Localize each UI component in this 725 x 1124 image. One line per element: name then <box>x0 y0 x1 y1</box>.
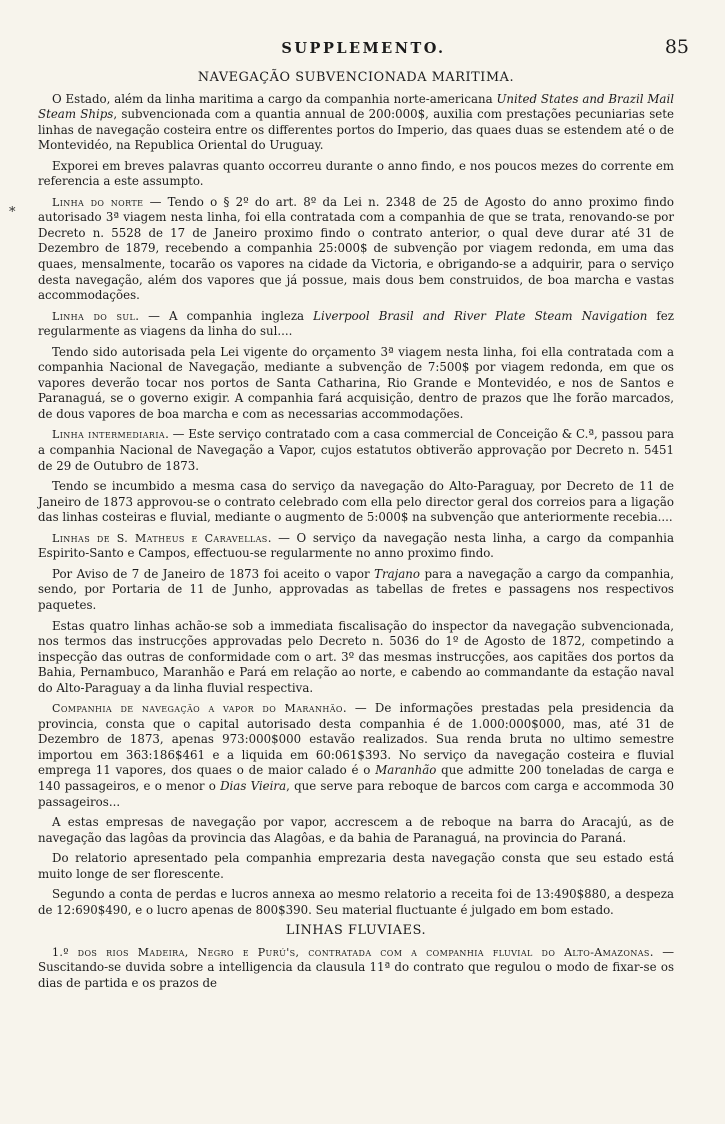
page-header <box>38 36 689 62</box>
paragraph-linha-norte <box>38 195 674 304</box>
subsection-label: 1.º dos rios Madeira, Negro e Purú's, contratada com a companhia fluvial do Alto-Amazonas <box>52 945 650 959</box>
ship-name: Trajano <box>374 566 421 581</box>
text-run: . — A companhia ingleza <box>135 308 314 323</box>
paragraph-matheus-caravellas <box>38 531 674 562</box>
paragraph-relatorio: Do relatorio apresentado pela companhia emprezaria desta navegação consta que seu estado está muito longe de ser florescente. <box>38 851 674 881</box>
paragraph-fiscalisacao: Estas quatro linhas achão-se sob a immediata fiscalisação do inspector da navegação subvencionada, nos termos das instrucções approvadas pelo Decreto n. 5036 do 1º de Agosto de 1872, competindo a inspecção das outras de conformidade com o art. 3º das mesmas instrucções, aos capitães dos portos da Bahia, Pernambuco, Maranhão e Pará em relação ao norte, e cabendo ao commandante da estação naval do Alto-Paraguay a da linha fluvial respectiva. <box>38 618 674 695</box>
subsection-label: Linha intermediaria <box>52 428 166 442</box>
text-run: para a navegação a cargo da companhia, sendo, por Portaria de 11 de Junho, approvadas as tabellas de fretes e passagens nos respectivos paquetes. <box>38 566 675 612</box>
paragraph-receita: Segundo a conta de perdas e lucros annexa ao mesmo relatorio a receita foi de 13:490$880, a despeza de 12:690$490, e o lucro apenas de 800$390. Seu material fluctuante é julgado em bom estado. <box>38 887 674 917</box>
paragraph-rios-madeira <box>38 945 674 992</box>
subsection-label: Linha do sul <box>52 309 136 323</box>
section-heading-fluviaes: LINHAS FLUVIAES. <box>285 923 427 939</box>
page-number: 85 <box>664 36 689 58</box>
paragraph-exposition: Exporei em breves palavras quanto occorreu durante o anno findo, e nos poucos mezes do corrente em referencia a este assumpto. <box>38 158 674 189</box>
text-run: . — Este serviço contratado com a casa commercial de Conceição & C.ª, passou para a companhia Nacional de Navegação a Vapor, cujos estatutos obtiverão approvação por Decreto n. 5451 de 29 de Outubro de 1873. <box>38 427 674 473</box>
text-run: , que serve para reboque de barcos com carga e accommoda 30 passageiros... <box>38 778 674 809</box>
text-run: fez regularmente as viagens da linha do sul.... <box>38 308 674 339</box>
text-run: . — O serviço da navegação nesta linha, a cargo da companhia Espirito-Santo e Campos, effectuou-se regularmente no anno proximo findo. <box>38 530 674 561</box>
ship-name: Maranhão <box>375 763 437 778</box>
paragraph-linha-sul <box>38 309 674 340</box>
body-text <box>38 68 674 997</box>
text-run: O Estado, além da linha maritima a cargo da companhia norte-americana <box>52 91 497 106</box>
paragraph-linha-intermediaria <box>38 427 674 474</box>
company-name: United States and Brazil Mail Steam Ships <box>38 91 674 122</box>
section-heading-maritima: NAVEGAÇÃO SUBVENCIONADA MARITIMA. <box>197 70 515 85</box>
text-run: que admitte 200 toneladas de carga e 140 passageiros, e o menor o <box>38 763 674 793</box>
text-run: , subvencionada com a quantia annual de 200:000$, auxilia com prestações pecuniarias sete linhas de navegação costeira entre os differentes portos do Imperio, das quaes duas se estendem até o de Montevidéo, na Republica Oriental do Uruguay. <box>38 107 674 153</box>
margin-asterisk-mark: * <box>9 205 16 220</box>
company-name: Liverpool Brasil and River Plate Steam Navigation <box>313 308 648 323</box>
paragraph-companhia-maranhao <box>38 701 674 810</box>
text-run: — Tendo o § 2º do art. 8º da Lei n. 2348 de 25 de Agosto do anno proximo findo autorisado 3ª viagem nesta linha, foi ella contratada com a companhia de que se trata, renovando-se por Decreto n. 5528 de 17 de Janeiro proximo findo o contrato anterior, o qual deve durar até 31 de Dezembro de 1879, recebendo a companhia 25:000$ de subvenção por viagem redonda, em uma das quaes, mensalmente, tocarão os vapores na cidade da Victoria, e obrigando-se a adquirir, para o serviço desta navegação, além dos vapores que já possue, mais dous bem construidos, de boa marcha e vastas accommodações. <box>38 194 674 303</box>
subsection-label: Companhia de navegação a vapor do Maranhão <box>52 702 343 716</box>
text-run: . — Suscitando-se duvida sobre a intelligencia da clausula 11ª do contrato que regulou o modo de fixar-se os dias de partida e os prazos de <box>38 944 674 990</box>
paragraph-alto-paraguay: Tendo se incumbido a mesma casa do serviço da navegação do Alto-Paraguay, por Decreto de 11 de Janeiro de 1873 approvou-se o contrato celebrado com ella pelo director geral dos correios para a ligação das linhas costeiras e fluvial, mediante o augmento de 5:000$ na subvenção que anteriormente recebia.... <box>38 479 674 525</box>
paragraph-empresas-reboque: A estas empresas de navegação por vapor, accrescem a de reboque na barra do Aracajú, as de navegação das lagôas da provincia das Alagôas, e da bahia de Paranaguá, na provincia do Paraná. <box>38 815 674 845</box>
paragraph-intro <box>38 92 674 154</box>
subsection-label: Linhas de S. Matheus e Caravellas <box>52 531 268 545</box>
subsection-label: Linha do norte <box>52 195 144 209</box>
paragraph-contrato-sul: Tendo sido autorisada pela Lei vigente do orçamento 3ª viagem nesta linha, foi ella contratada com a companhia Nacional de Navegação, mediante a subvenção de 7:500$ por viagem redonda, em que os vapores deverão tocar nos portos de Santa Catharina, Rio Grande e Montevidéo, e nos de Santos e Paranaguá, se o governo exigir. A companhia fará acquisição, dentro de prazos que lhe forão marcados, de dous vapores de boa marcha e com as necessarias accommodações. <box>38 344 674 421</box>
text-run: . — De informações prestadas pela presidencia da provincia, consta que o capital autorisado desta companhia é de 1.000:000$000, mas, até 31 de Dezembro de 1873, apenas 973:000$000 estavão realizados. Sua renda bruta no ultimo semestre importou em 363:186$461 e a liquida em 60:061$393. No serviço da navegação costeira e fluvial emprega 11 vapores, dos quaes o de maior calado é o <box>38 701 674 778</box>
running-title: SUPPLEMENTO. <box>281 40 446 57</box>
paragraph-vapor-trajano <box>38 567 674 614</box>
text-run: Por Aviso de 7 de Janeiro de 1873 foi aceito o vapor <box>52 566 375 581</box>
ship-name: Dias Vieira <box>220 778 287 793</box>
